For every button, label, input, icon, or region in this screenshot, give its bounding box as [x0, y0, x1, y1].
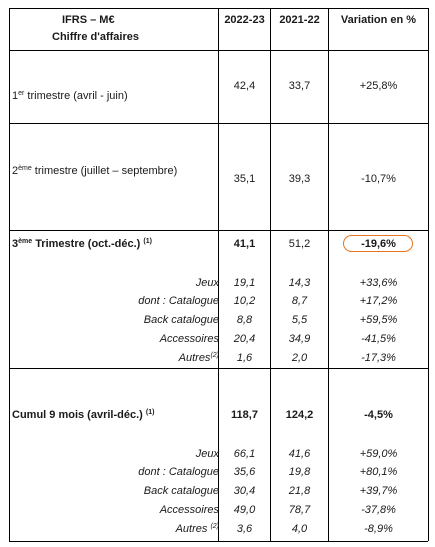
cumul-detail-autres-2022-23: 3,6 [236, 523, 253, 535]
row-cumul-2022-23: 118,7 [231, 409, 258, 421]
row-cumul-2021-22: 124,2 [285, 409, 314, 421]
cumul-detail-jeux-label: Jeux [195, 448, 219, 460]
q3-detail-back-catalogue-2022-23: 8,8 [236, 314, 253, 326]
row-q1-2022-23: 42,4 [233, 80, 256, 92]
row-divider [9, 230, 428, 231]
q3-detail-catalogue-label: dont : Catalogue [138, 295, 219, 307]
header-chiffre-affaires: Chiffre d'affaires [52, 31, 139, 43]
q3-detail-accessoires-variation: -41,5% [361, 333, 396, 345]
table-border-right [428, 8, 429, 541]
q3-detail-autres-label: Autres$^{(2)}$ [178, 352, 219, 364]
table-border-top [9, 8, 428, 9]
q3-detail-accessoires-2021-22: 34,9 [288, 333, 311, 345]
row-q1-label: 1er trimestre (avril - juin) [12, 90, 128, 102]
q3-detail-jeux-variation: +33,6% [359, 277, 398, 289]
q3-detail-back-catalogue-variation: +59,5% [359, 314, 398, 326]
header-2022-23: 2022-23 [224, 14, 265, 26]
q3-detail-back-catalogue-2021-22: 5,5 [291, 314, 308, 326]
row-cumul-variation: -4,5% [364, 409, 393, 421]
q3-detail-autres-variation: -17,3% [361, 352, 396, 364]
row-divider [9, 368, 428, 369]
cumul-detail-accessoires-2021-22: 78,7 [288, 504, 311, 516]
cumul-detail-autres-label: Autres $^{(2)}$ [175, 523, 219, 535]
row-cumul-label: Cumul 9 mois (avril-déc.) $^{(1)}$ [12, 409, 155, 421]
q3-detail-jeux-2022-23: 19,1 [233, 277, 256, 289]
cumul-detail-catalogue-2022-23: 35,6 [233, 466, 256, 478]
header-2021-22: 2021-22 [279, 14, 320, 26]
row-q2-variation: -10,7% [361, 173, 396, 185]
cumul-detail-back-catalogue-2022-23: 30,4 [233, 485, 256, 497]
row-q1-2021-22: 33,7 [288, 80, 311, 92]
row-q1-variation: +25,8% [359, 80, 398, 92]
cumul-detail-back-catalogue-variation: +39,7% [359, 485, 398, 497]
cumul-detail-back-catalogue-2021-22: 21,8 [288, 485, 311, 497]
cumul-detail-back-catalogue-label: Back catalogue [143, 485, 219, 497]
q3-detail-jeux-2021-22: 14,3 [288, 277, 311, 289]
cumul-detail-jeux-variation: +59,0% [359, 448, 398, 460]
q3-detail-accessoires-2022-23: 20,4 [233, 333, 256, 345]
q3-detail-catalogue-variation: +17,2% [359, 295, 398, 307]
table-border-bottom [9, 541, 428, 542]
cumul-detail-catalogue-2021-22: 19,8 [288, 466, 311, 478]
cumul-detail-catalogue-variation: +80,1% [359, 466, 398, 478]
cumul-detail-jeux-2021-22: 41,6 [288, 448, 311, 460]
row-divider [9, 123, 428, 124]
q3-detail-autres-2022-23: 1,6 [236, 352, 253, 364]
row-q2-label: 2ème trimestre (juillet – septembre) [12, 165, 178, 177]
q3-detail-autres-2021-22: 2,0 [291, 352, 308, 364]
row-q2-2021-22: 39,3 [288, 173, 311, 185]
cumul-detail-accessoires-2022-23: 49,0 [233, 504, 256, 516]
row-divider [9, 50, 428, 51]
q3-detail-back-catalogue-label: Back catalogue [143, 314, 219, 326]
q3-detail-catalogue-2021-22: 8,7 [291, 295, 308, 307]
cumul-detail-jeux-2022-23: 66,1 [233, 448, 256, 460]
q3-detail-jeux-label: Jeux [195, 277, 219, 289]
cumul-detail-accessoires-label: Accessoires [159, 504, 219, 516]
table-border-left [9, 8, 10, 541]
row-q3-2021-22: 51,2 [288, 238, 311, 250]
row-q3-variation: -19,6% [361, 238, 396, 250]
q3-detail-catalogue-2022-23: 10,2 [233, 295, 256, 307]
header-variation: Variation en % [340, 14, 417, 26]
cumul-detail-autres-variation: -8,9% [364, 523, 393, 535]
cumul-detail-catalogue-label: dont : Catalogue [138, 466, 219, 478]
q3-detail-accessoires-label: Accessoires [159, 333, 219, 345]
cumul-detail-accessoires-variation: -37,8% [361, 504, 396, 516]
row-q3-label: 3ème Trimestre (oct.-déc.) $^{(1)}$ [12, 238, 152, 250]
cumul-detail-autres-2021-22: 4,0 [291, 523, 308, 535]
row-q2-2022-23: 35,1 [233, 173, 256, 185]
row-q3-2022-23: 41,1 [233, 238, 256, 250]
header-ifrs: IFRS – M€ [62, 14, 115, 26]
